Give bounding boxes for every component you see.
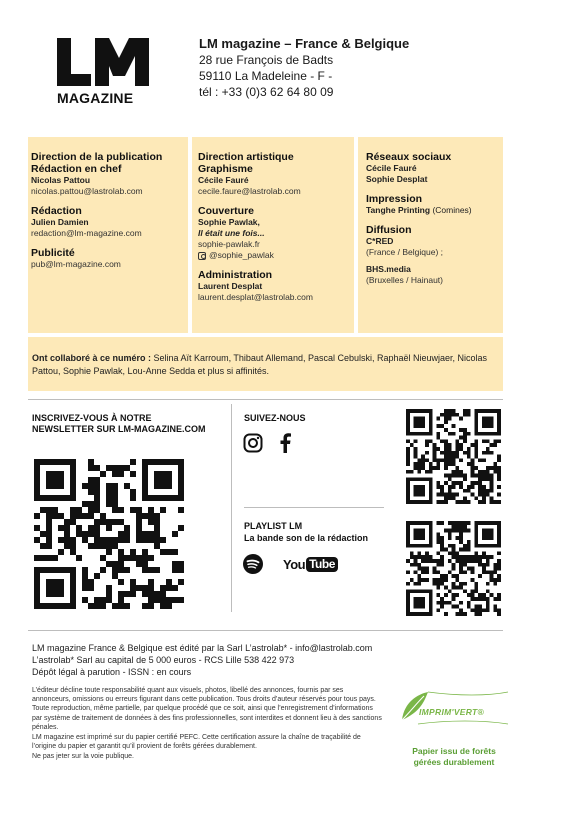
disclaimer-paragraph: L’éditeur décline toute responsabilité quant aux visuels, photos, libellé des annonces, fournis par ses annonceurs, omissions ou erreurs figurant dans cette publication. Tous droits d’auteur réservés pour tous pays. Toute reproduction, même partielle, par quelque procédé que ce soit, ainsi que l’enregistrement d’informations par système de traitement de données à des fins professionnelles, sont interdites et donnent lieu à des sanctions pénales. (32, 687, 382, 731)
printer-name: Tanghe Printing (366, 205, 431, 215)
address-line: 59110 La Madeleine - F - (199, 69, 333, 83)
eco-paper-caption (398, 746, 510, 768)
heading-direction-publication: Direction de la publication (31, 151, 163, 163)
divider (28, 630, 503, 631)
divider (28, 399, 503, 400)
distributor-area: (Bruxelles / Hainaut) (366, 275, 444, 285)
imprim-vert-label: IMPRIM'VERT® (419, 707, 485, 717)
website-link[interactable]: sophie-pawlak.fr (198, 239, 260, 249)
person-name: Nicolas Pattou (31, 175, 91, 185)
heading-administration: Administration (198, 269, 273, 281)
email-link[interactable]: pub@lm-magazine.com (31, 259, 121, 269)
eco-caption-line: gérées durablement (413, 757, 495, 767)
lm-magazine-logo (57, 38, 149, 106)
phone-line: tél : +33 (0)3 62 64 80 09 (199, 85, 334, 99)
collaborators-box (28, 337, 503, 391)
email-link[interactable]: laurent.desplat@lastrolab.com (198, 292, 313, 302)
collaborators-list: Selina Aït Karroum, Thibaut Allemand, Pascal Cebulski, Raphaël Nieuwjaer, Nicolas Pattou, Sophie Pawlak, Lou-Anne Sedda et plus si affinités. (32, 353, 488, 376)
email-link[interactable]: nicolas.pattou@lastrolab.com (31, 186, 143, 196)
heading-redaction-chef: Rédaction en chef (31, 163, 122, 175)
person-name: Julien Damien (31, 217, 89, 227)
instagram-icon[interactable] (243, 433, 263, 453)
heading-publicite: Publicité (31, 247, 75, 259)
cover-work-title: Il était une fois... (198, 228, 265, 238)
youtube-you: You (283, 556, 306, 572)
legal-notice (32, 642, 452, 678)
newsletter-cta (32, 413, 206, 435)
heading-graphisme: Graphisme (198, 163, 253, 175)
distributor-name: BHS.media (366, 264, 411, 274)
person-name: Laurent Desplat (198, 281, 263, 291)
credits-box-2 (192, 137, 354, 333)
divider (231, 404, 232, 612)
pefc-paragraph: LM magazine est imprimé sur du papier certifié PEFC. Cette certification assure la chaîne de traçabilité de l’origine du papier et garantit qu’il provient de forêts gérées durablement. (32, 734, 361, 751)
email-link[interactable]: cecile.faure@lastrolab.com (198, 186, 301, 196)
address-line: 28 rue François de Badts (199, 53, 334, 67)
playlist-block (244, 520, 368, 544)
youtube-tube: Tube (306, 557, 338, 572)
legal-line: L’astrolab* Sarl au capital de 5 000 euros - RCS Lille 538 422 973 (32, 655, 295, 665)
newsletter-line: INSCRIVEZ-VOUS À NOTRE (32, 413, 152, 423)
instagram-handle-text: @sophie_pawlak (209, 250, 274, 260)
printer-line (366, 205, 501, 216)
printer-place: (Comines) (432, 205, 472, 215)
heading-diffusion: Diffusion (366, 224, 412, 236)
music-platforms (243, 554, 338, 574)
playlist-qr-code[interactable] (406, 521, 501, 616)
person-name: Sophie Desplat (366, 174, 428, 184)
heading-reseaux-sociaux: Réseaux sociaux (366, 151, 452, 163)
publisher-address (199, 36, 529, 100)
newsletter-qr-code[interactable] (34, 459, 184, 609)
divider (244, 507, 384, 508)
instagram-handle[interactable] (198, 250, 352, 261)
logo-wordmark: MAGAZINE (57, 90, 134, 106)
social-qr-code[interactable] (406, 409, 501, 504)
distributor-area: (France / Belgique) ; (366, 247, 444, 257)
heading-direction-artistique: Direction artistique (198, 151, 294, 163)
email-link[interactable]: redaction@lm-magazine.com (31, 228, 142, 238)
credits-box-3 (358, 137, 503, 333)
no-littering-note: Ne pas jeter sur la voie publique. (32, 753, 134, 761)
instagram-icon (198, 252, 206, 260)
heading-impression: Impression (366, 193, 423, 205)
person-name: Cécile Fauré (198, 175, 249, 185)
publisher-title: LM magazine – France & Belgique (199, 36, 410, 51)
person-name: Cécile Fauré (366, 163, 417, 173)
heading-redaction: Rédaction (31, 205, 82, 217)
eco-caption-line: Papier issu de forêts (412, 746, 496, 756)
credits-box-1 (28, 137, 188, 333)
facebook-icon[interactable] (279, 433, 291, 453)
newsletter-line: NEWSLETTER SUR LM-MAGAZINE.COM (32, 424, 206, 434)
distributor-name: C*RED (366, 236, 394, 246)
heading-couverture: Couverture (198, 205, 255, 217)
collaborators-text (32, 352, 500, 378)
spotify-icon[interactable] (243, 554, 263, 574)
legal-line: LM magazine France & Belgique est édité par la Sarl L’astrolab* - info@lastrolab.com (32, 643, 373, 653)
follow-us-title: SUIVEZ-NOUS (244, 413, 306, 423)
playlist-subtitle: La bande son de la rédaction (244, 533, 369, 543)
social-icons (243, 433, 291, 453)
playlist-title: PLAYLIST LM (244, 521, 303, 531)
youtube-logo[interactable] (283, 557, 338, 572)
person-name: Sophie Pawlak, (198, 217, 260, 227)
lm-logo-mark (57, 38, 149, 86)
legal-line: Dépôt légal à parution - ISSN : en cours (32, 667, 192, 677)
disclaimer (32, 686, 382, 763)
collaborators-label: Ont collaboré à ce numéro : (32, 353, 152, 363)
